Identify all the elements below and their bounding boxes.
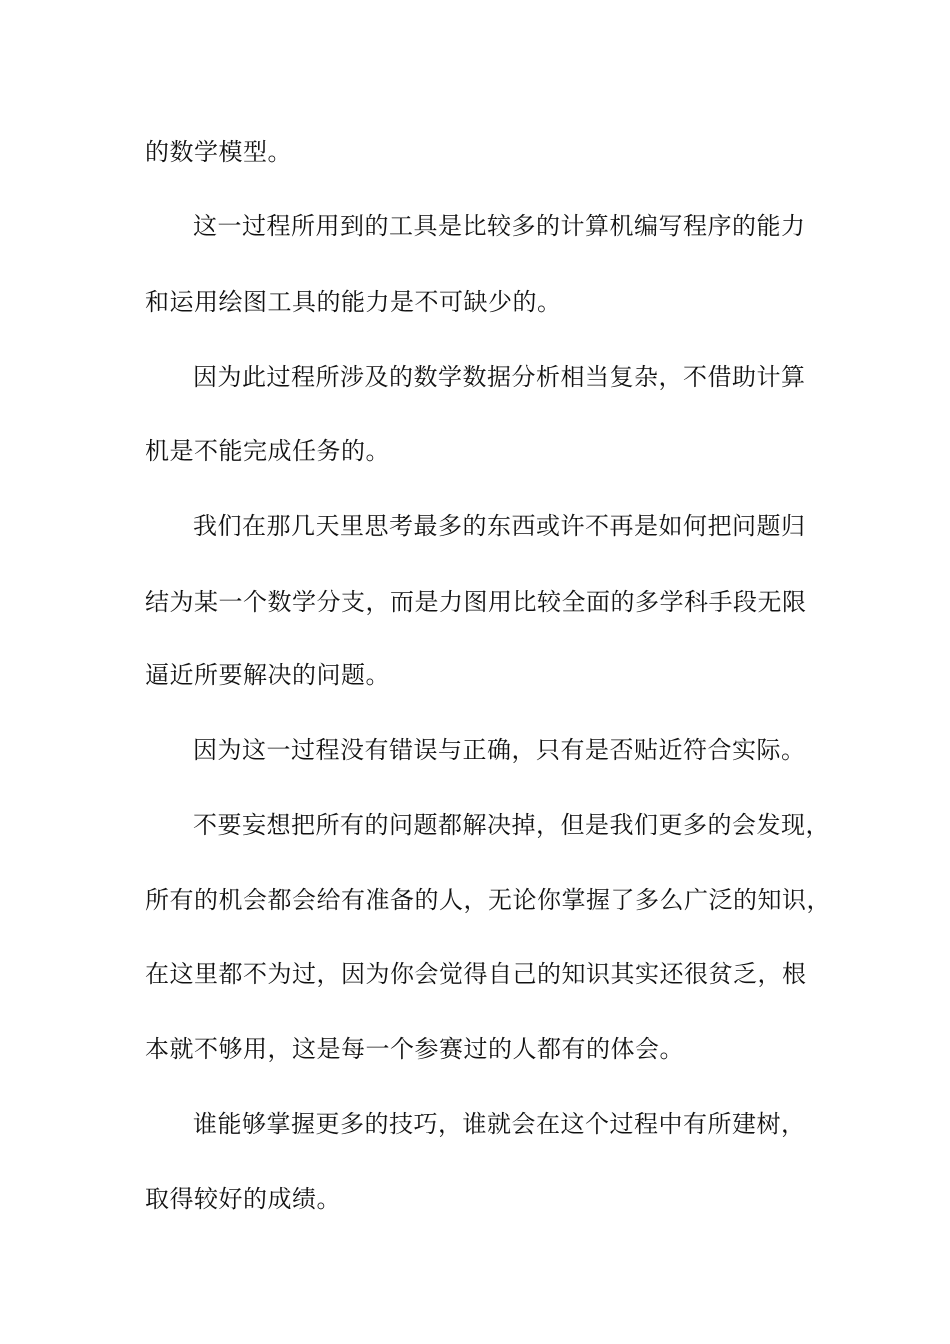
text-line-5: 机是不能完成任务的。 xyxy=(145,437,390,465)
text-line-14: 谁能够掌握更多的技巧，谁就会在这个过程中有所建树， xyxy=(193,1110,806,1138)
text-line-10: 不要妄想把所有的问题都解决掉，但是我们更多的会发现， xyxy=(193,811,830,839)
text-line-6: 我们在那几天里思考最多的东西或许不再是如何把问题归 xyxy=(193,512,806,540)
text-line-8: 逼近所要解决的问题。 xyxy=(145,661,390,689)
text-line-3: 和运用绘图工具的能力是不可缺少的。 xyxy=(145,288,562,316)
text-line-13: 本就不够用，这是每一个参赛过的人都有的体会。 xyxy=(145,1035,684,1063)
text-line-1: 的数学模型。 xyxy=(145,138,292,166)
text-line-11: 所有的机会都会给有准备的人，无论你掌握了多么广泛的知识， xyxy=(145,886,831,914)
text-line-4: 因为此过程所涉及的数学数据分析相当复杂，不借助计算 xyxy=(193,363,806,391)
text-line-7: 结为某一个数学分支，而是力图用比较全面的多学科手段无限 xyxy=(145,588,807,616)
text-line-9: 因为这一过程没有错误与正确，只有是否贴近符合实际。 xyxy=(193,736,806,764)
text-line-2: 这一过程所用到的工具是比较多的计算机编写程序的能力 xyxy=(193,212,806,240)
text-line-15: 取得较好的成绩。 xyxy=(145,1185,341,1213)
text-line-12: 在这里都不为过，因为你会觉得自己的知识其实还很贫乏，根 xyxy=(145,960,807,988)
